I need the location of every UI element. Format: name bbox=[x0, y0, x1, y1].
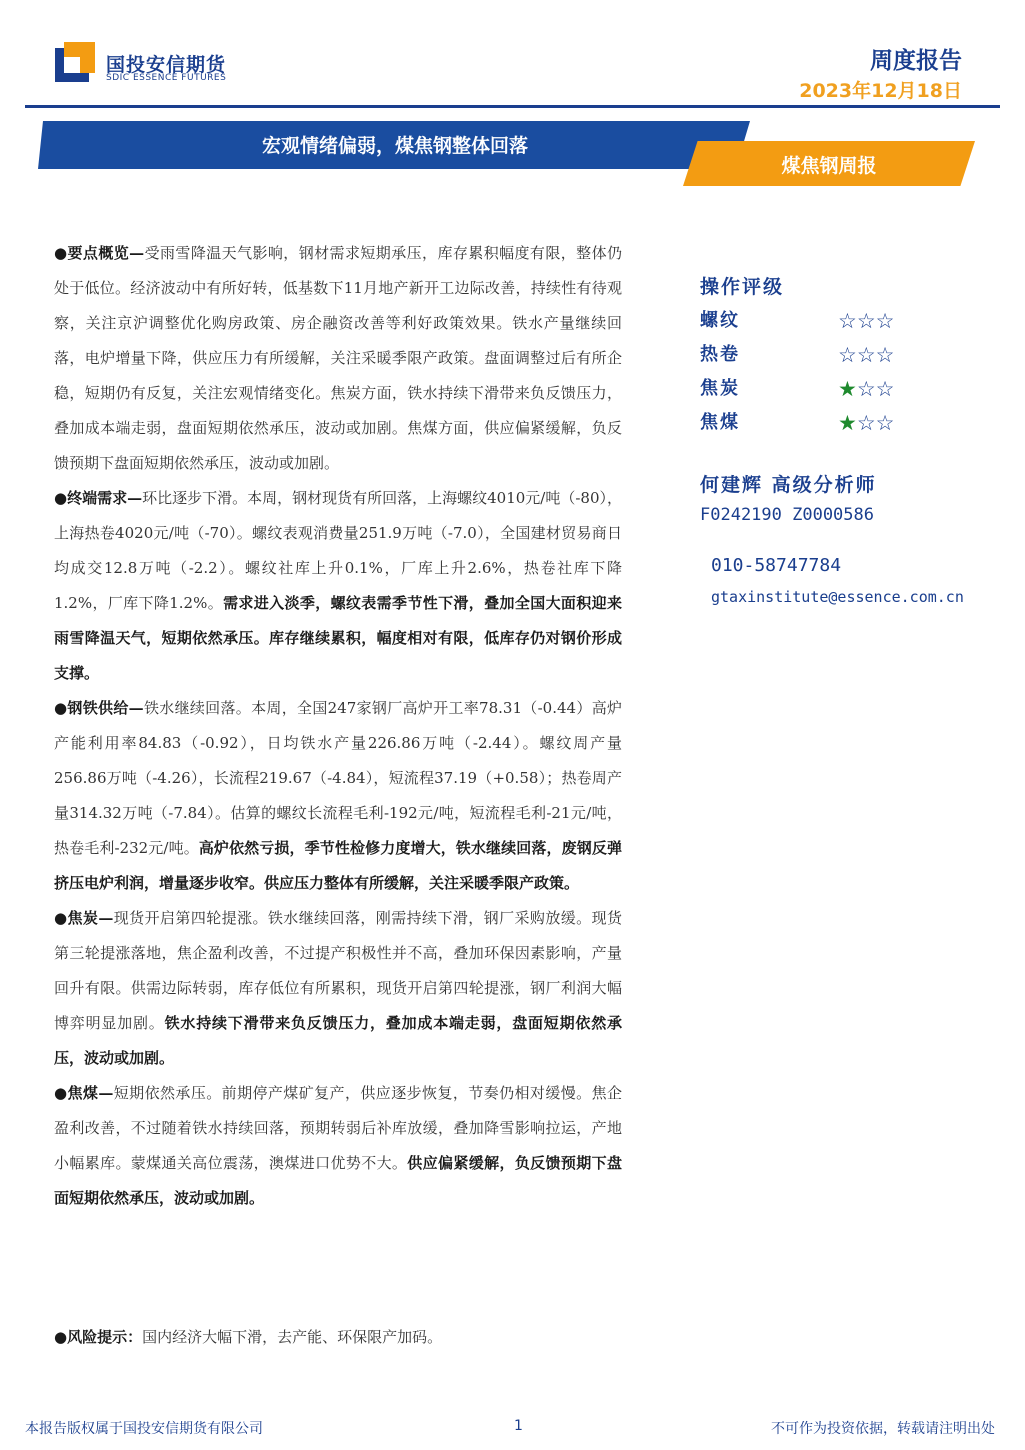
report-type: 周度报告 bbox=[870, 48, 962, 74]
section-text: 短期依然承压。前期停产煤矿复产，供应逐步恢复，节奏仍相对缓慢。焦企盈利改善，不过随着铁水持续回落，预期转弱后补库放缓，叠加降雪影响拉运，产地小幅累库。蒙煤通关高位震荡，澳煤进口优势不大。 bbox=[54, 1084, 622, 1172]
risk-warning bbox=[54, 1320, 622, 1355]
section-supply bbox=[54, 691, 622, 901]
company-name-cn: 国投安信期货 bbox=[106, 54, 227, 76]
section-emphasis: 铁水持续下滑带来负反馈压力，叠加成本端走弱，盘面短期依然承压，波动或加剧。 bbox=[54, 1014, 622, 1067]
section-text: 环比逐步下滑。本周，钢材现货有所回落，上海螺纹4010元/吨（-80），上海热卷4020元/吨（-70）。螺纹表观消费量251.9万吨（-7.0），全国建材贸易商日均成交12.8万吨（-2.2）。螺纹社库上升0.1%，厂库上升2.6%，热卷社库下降1.2%，厂库下降1.2%。 bbox=[54, 489, 622, 612]
section-head: ●要点概览— bbox=[54, 244, 145, 262]
risk-text: 国内经济大幅下滑，去产能、环保限产加码。 bbox=[142, 1328, 443, 1346]
report-date: 2023年12月18日 bbox=[799, 80, 962, 102]
rating-name: 焦煤 bbox=[700, 412, 740, 433]
page-number: 1 bbox=[514, 1418, 523, 1434]
section-emphasis: 需求进入淡季，螺纹表需季节性下滑，叠加全国大面积迎来雨雪降温天气，短期依然承压。库存继续累积，幅度相对有限，低库存仍对钢价形成支撑。 bbox=[54, 594, 622, 682]
sidebar bbox=[700, 270, 1020, 606]
risk-head: ●风险提示： bbox=[54, 1328, 143, 1346]
rating-name: 焦炭 bbox=[700, 378, 740, 399]
header-divider bbox=[25, 105, 1000, 108]
company-name-en: SDIC ESSENCE FUTURES bbox=[106, 73, 227, 83]
section-text: 铁水继续回落。本周，全国247家钢厂高炉开工率78.31（-0.44）高炉产能利用率84.83（-0.92），日均铁水产量226.86万吨（-2.44）。螺纹周产量256.86万吨（-4.26），长流程219.67（-4.84），短流程37.19（+0.58）；热卷周产量314.32万吨（-7.84）。估算的螺纹长流程毛利-192元/吨，短流程毛利-21元/吨，热卷毛利-232元/吨。 bbox=[54, 699, 623, 857]
rating-name: 螺纹 bbox=[700, 310, 740, 331]
section-head: ●焦煤— bbox=[54, 1084, 114, 1102]
rating-row-coking-coal bbox=[700, 406, 1020, 440]
section-head: ●钢铁供给— bbox=[54, 699, 144, 717]
analyst-name: 何建辉 高级分析师 bbox=[700, 474, 877, 496]
rating-row-coke bbox=[700, 372, 1020, 406]
section-coke bbox=[54, 901, 622, 1076]
footer-disclaimer: 不可作为投资依据，转载请注明出处 bbox=[771, 1421, 995, 1437]
rating-title: 操作评级 bbox=[700, 276, 785, 298]
report-title: 宏观情绪偏弱，煤焦钢整体回落 bbox=[261, 135, 528, 157]
company-logo-icon bbox=[55, 42, 95, 82]
report-header bbox=[0, 0, 1025, 110]
section-coking-coal bbox=[54, 1076, 622, 1216]
section-emphasis: 高炉依然亏损，季节性检修力度增大，铁水继续回落，废钢反弹挤压电炉利润，增量逐步收窄。供应压力整体有所缓解，关注采暖季限产政策。 bbox=[54, 839, 622, 892]
star-rating-icon: ☆☆☆ bbox=[838, 309, 895, 333]
category-tag-label: 煤焦钢周报 bbox=[781, 155, 877, 177]
rating-row-rebar bbox=[700, 304, 1020, 338]
section-head: ●终端需求— bbox=[54, 489, 143, 507]
section-emphasis: 供应偏紧缓解，负反馈预期下盘面短期依然承压，波动或加剧。 bbox=[54, 1154, 622, 1207]
rating-name: 热卷 bbox=[700, 344, 740, 365]
contact-phone: 010-58747784 bbox=[711, 555, 842, 576]
footer-copyright: 本报告版权属于国投安信期货有限公司 bbox=[25, 1421, 263, 1437]
report-body bbox=[54, 236, 622, 1216]
section-overview bbox=[54, 236, 622, 481]
section-demand bbox=[54, 481, 622, 691]
star-rating-icon: ☆☆☆ bbox=[838, 343, 895, 367]
rating-row-hrc bbox=[700, 338, 1020, 372]
star-rating-icon: ★☆☆ bbox=[838, 377, 895, 401]
section-text: 现货开启第四轮提涨。铁水继续回落，刚需持续下滑，钢厂采购放缓。现货第三轮提涨落地，焦企盈利改善，不过提产积极性并不高，叠加环保因素影响，产量回升有限。供需边际转弱，库存低位有所累积，现货开启第四轮提涨，钢厂利润大幅博弈明显加剧。 bbox=[54, 909, 622, 1032]
section-text: 受雨雪降温天气影响，钢材需求短期承压，库存累积幅度有限，整体仍处于低位。经济波动中有所好转，低基数下11月地产新开工边际改善，持续性有待观察，关注京沪调整优化购房政策、房企融资改善等利好政策效果。铁水产量继续回落，电炉增量下降，供应压力有所缓解，关注采暖季限产政策。盘面调整过后有所企稳，短期仍有反复，关注宏观情绪变化。焦炭方面，铁水持续下滑带来负反馈压力，叠加成本端走弱，盘面短期依然承压，波动或加剧。焦煤方面，供应偏紧缓解，负反馈预期下盘面短期依然承压，波动或加剧。 bbox=[54, 244, 622, 472]
contact-email[interactable]: gtaxinstitute@essence.com.cn bbox=[711, 588, 964, 606]
section-head: ●焦炭— bbox=[54, 909, 114, 927]
analyst-license: F0242190 Z0000586 bbox=[700, 505, 874, 525]
star-rating-icon: ★☆☆ bbox=[838, 411, 895, 435]
